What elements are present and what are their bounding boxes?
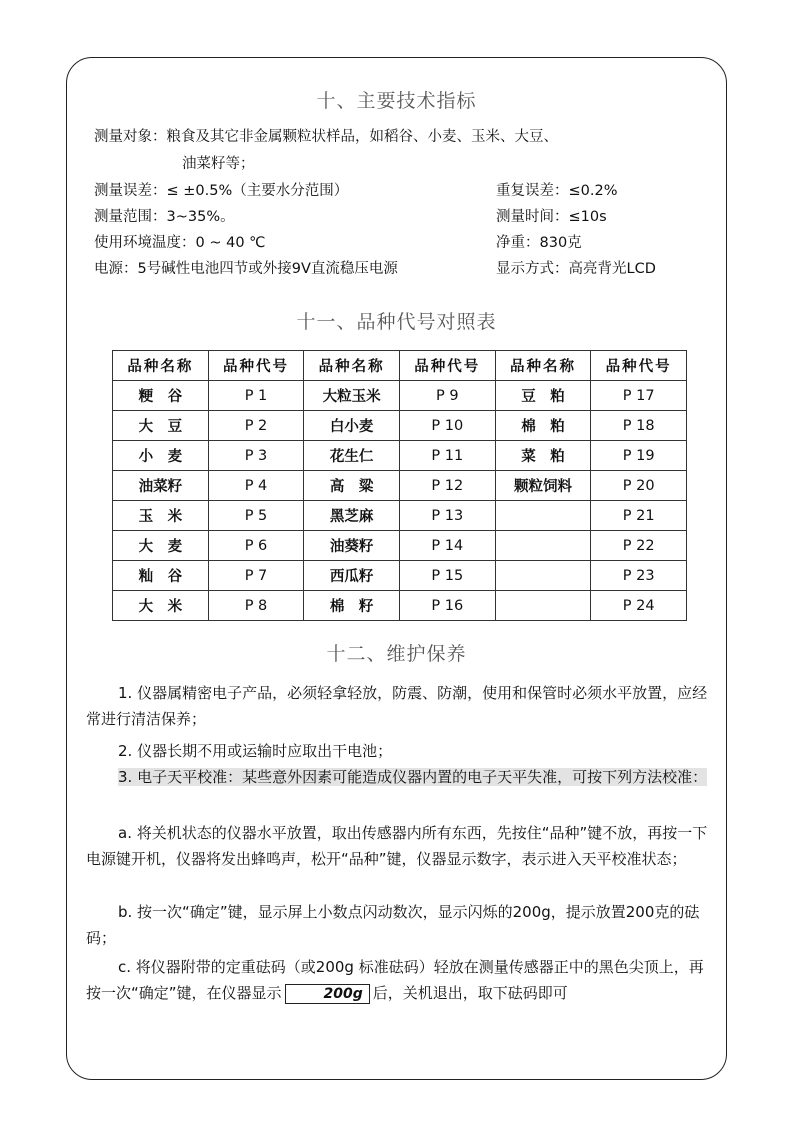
spec-object-line1: 测量对象：粮食及其它非金属颗粒状样品，如稻谷、小麦、玉米、大豆、 xyxy=(94,129,558,145)
maintenance-item-2: 2. 仪器长期不用或运输时应取出干电池； xyxy=(118,742,393,760)
variety-code-table xyxy=(112,350,687,621)
variety-code: P 7 xyxy=(208,561,304,591)
variety-name: 豆 粕 xyxy=(495,381,591,411)
step-c-text-before: c. 将仪器附带的定重砝码（或200g 标准砝码）轻放在测量传感器正中的黑色尖顶上，再按一次“确定”键，在仪器显示 xyxy=(86,958,704,1002)
specs-section-title: 十、主要技术指标 xyxy=(316,90,477,112)
variety-code: P 21 xyxy=(591,501,687,531)
variety-code: P 2 xyxy=(208,411,304,441)
variety-code: P 19 xyxy=(591,441,687,471)
variety-code: P 1 xyxy=(208,381,304,411)
maintenance-section-title: 十二、维护保养 xyxy=(326,643,467,665)
spec-power: 电源：5号碱性电池四节或外接9V直流稳压电源 xyxy=(94,261,398,277)
variety-code: P 20 xyxy=(591,471,687,501)
variety-code: P 13 xyxy=(399,501,495,531)
table-row xyxy=(113,591,687,621)
variety-name: 棉 籽 xyxy=(304,591,400,621)
variety-name: 籼 谷 xyxy=(113,561,209,591)
variety-code: P 24 xyxy=(591,591,687,621)
variety-code: P 8 xyxy=(208,591,304,621)
variety-name: 大 豆 xyxy=(113,411,209,441)
variety-name: 油葵籽 xyxy=(304,531,400,561)
variety-name: 棉 粕 xyxy=(495,411,591,441)
spec-range: 测量范围：3~35%。 xyxy=(94,209,235,225)
header-variety-code: 品种代号 xyxy=(208,351,304,381)
table-row xyxy=(113,381,687,411)
variety-code: P 23 xyxy=(591,561,687,591)
spec-display: 显示方式：高亮背光LCD xyxy=(496,261,656,277)
table-header-row xyxy=(113,351,687,381)
header-variety-name: 品种名称 xyxy=(113,351,209,381)
calibration-step-c xyxy=(86,955,714,1006)
spec-repeat-error: 重复误差：≤0.2% xyxy=(496,183,618,199)
variety-name: 高 粱 xyxy=(304,471,400,501)
variety-code: P 14 xyxy=(399,531,495,561)
variety-code: P 15 xyxy=(399,561,495,591)
variety-name xyxy=(495,591,591,621)
header-variety-code: 品种代号 xyxy=(399,351,495,381)
spec-temperature: 使用环境温度：0 ~ 40 ℃ xyxy=(94,235,266,251)
table-row xyxy=(113,441,687,471)
variety-name: 黑芝麻 xyxy=(304,501,400,531)
variety-name: 玉 米 xyxy=(113,501,209,531)
header-variety-code: 品种代号 xyxy=(591,351,687,381)
variety-name: 花生仁 xyxy=(304,441,400,471)
variety-name: 颗粒饲料 xyxy=(495,471,591,501)
variety-name xyxy=(495,501,591,531)
variety-code: P 11 xyxy=(399,441,495,471)
table-section-title: 十一、品种代号对照表 xyxy=(296,311,497,333)
variety-code: P 10 xyxy=(399,411,495,441)
variety-code: P 9 xyxy=(399,381,495,411)
variety-name: 大 米 xyxy=(113,591,209,621)
variety-code: P 16 xyxy=(399,591,495,621)
variety-code: P 4 xyxy=(208,471,304,501)
table-row xyxy=(113,411,687,441)
variety-name: 小 麦 xyxy=(113,441,209,471)
variety-name: 菜 粕 xyxy=(495,441,591,471)
variety-name: 西瓜籽 xyxy=(304,561,400,591)
lcd-display-value: 200g xyxy=(285,984,370,1004)
variety-code: P 5 xyxy=(208,501,304,531)
table-row xyxy=(113,471,687,501)
variety-code: P 3 xyxy=(208,441,304,471)
maintenance-item-1: 1. 仪器属精密电子产品，必须轻拿轻放，防震、防潮，使用和保管时必须水平放置，应经常进行清洁保养； xyxy=(86,684,708,728)
variety-name xyxy=(495,531,591,561)
table-row xyxy=(113,561,687,591)
step-c-text-after: 后，关机退出，取下砝码即可 xyxy=(372,983,568,1002)
calibration-step-a: a. 将关机状态的仪器水平放置，取出传感器内所有东西，先按住“品种”键不放，再按一下电源键开机，仪器将发出蜂鸣声，松开“品种”键，仪器显示数字，表示进入天平校准状态； xyxy=(86,824,708,868)
variety-name: 大粒玉米 xyxy=(304,381,400,411)
spec-error: 测量误差：≤ ±0.5%（主要水分范围） xyxy=(94,183,349,199)
variety-name xyxy=(495,561,591,591)
variety-code: P 6 xyxy=(208,531,304,561)
variety-name: 大 麦 xyxy=(113,531,209,561)
variety-code: P 22 xyxy=(591,531,687,561)
calibration-step-b: b. 按一次“确定”键，显示屏上小数点闪动数次，显示闪烁的200g，提示放置200克的砝码； xyxy=(86,903,700,947)
header-variety-name: 品种名称 xyxy=(304,351,400,381)
variety-name: 白小麦 xyxy=(304,411,400,441)
variety-name: 油菜籽 xyxy=(113,471,209,501)
table-row xyxy=(113,531,687,561)
variety-code: P 12 xyxy=(399,471,495,501)
header-variety-name: 品种名称 xyxy=(495,351,591,381)
variety-code: P 18 xyxy=(591,411,687,441)
spec-object-line2: 油菜籽等； xyxy=(182,156,255,172)
table-row xyxy=(113,501,687,531)
maintenance-item-3 xyxy=(86,765,714,791)
spec-time: 测量时间：≤10s xyxy=(496,209,607,225)
variety-code: P 17 xyxy=(591,381,687,411)
calibration-highlight: 3. 电子天平校准：某些意外因素可能造成仪器内置的电子天平失准，可按下列方法校准： xyxy=(118,768,708,786)
spec-net-weight: 净重：830克 xyxy=(496,235,582,251)
variety-name: 粳 谷 xyxy=(113,381,209,411)
